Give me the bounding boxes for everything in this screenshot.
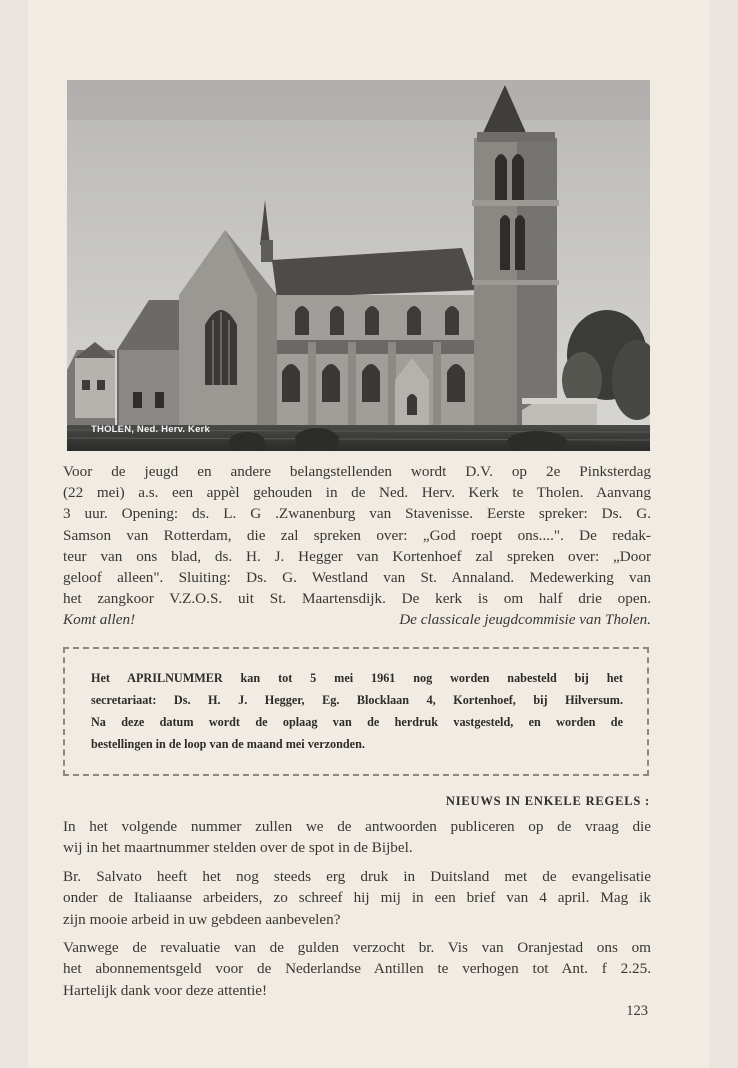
news-line: het abonnementsgeld voor de Nederlandse Antillen te verhogen tot Ant. f 2.25. (63, 960, 651, 978)
closing-invitation: Komt allen! (63, 611, 136, 629)
announcement-line: het zangkoor V.Z.O.S. uit St. Maartensdijk. De kerk is om half drie open. (63, 590, 651, 608)
news-line: Hartelijk dank voor deze attentie! (63, 981, 268, 999)
church-photo (67, 80, 650, 451)
notice-line: bestellingen in de loop van de maand mei verzonden. (91, 737, 365, 751)
news-heading: NIEUWS IN ENKELE REGELS : (445, 794, 650, 808)
news-line: zijn mooie arbeid in uw gebdeen aanbevelen? (63, 910, 341, 928)
announcement-line: teur van ons blad, ds. H. J. Hegger van Kortenhoef zal spreken over: „Door (63, 547, 651, 565)
notice-line: Het APRILNUMMER kan tot 5 mei 1961 nog worden nabesteld bij het (91, 671, 623, 685)
aprilnummer-notice-box (63, 647, 649, 776)
church-illustration (67, 80, 650, 451)
news-line: In het volgende nummer zullen we de antwoorden publiceren op de vraag die (63, 818, 651, 835)
news-paragraph-3 (63, 937, 651, 1001)
page-number: 123 (626, 1003, 648, 1019)
announcement-line: Samson van Rotterdam, die zal spreken over: „God roept ons....". De redak- (63, 526, 651, 544)
announcement-paragraph (63, 461, 651, 631)
announcement-line (63, 482, 651, 503)
closing-signature: De classicale jeugdcommisie van Tholen. (399, 611, 651, 629)
photo-caption: THOLEN, Ned. Herv. Kerk (91, 424, 210, 435)
announcement-line: Voor de jeugd en andere belangstellenden wordt D.V. op 2e Pinksterdag (63, 463, 651, 480)
news-line: Vanwege de revaluatie van de gulden verzocht br. Vis van Oranjestad ons om (63, 939, 651, 956)
notice-line: Na deze datum wordt de oplaag van de herdruk vastgesteld, en worden de (91, 715, 623, 729)
notice-line: secretariaat: Ds. H. J. Hegger, Eg. Blocklaan 4, Kortenhoef, bij Hilversum. (91, 693, 623, 707)
announcement-line: 3 uur. Opening: ds. L. G .Zwanenburg van Stavenisse. Eerste spreker: Ds. G. (63, 505, 651, 523)
announcement-line-text: (22 mei) a.s. een appèl gehouden in de Ned. Herv. Kerk te Tholen. Aanvang (63, 484, 651, 502)
announcement-closing (63, 609, 651, 630)
news-line: onder de Italiaanse arbeiders, zo schreef hij mij in een brief van 4 april. Mag ik (63, 889, 651, 907)
news-paragraph-2 (63, 866, 651, 930)
news-paragraph-1 (63, 816, 651, 859)
announcement-line: geloof alleen". Sluiting: Ds. G. Westland van St. Annaland. Medewerking van (63, 569, 651, 587)
news-line: Br. Salvato heeft het nog steeds erg druk in Duitsland met de evangelisatie (63, 868, 651, 885)
news-line: wij in het maartnummer stelden over de spot in de Bijbel. (63, 839, 413, 857)
